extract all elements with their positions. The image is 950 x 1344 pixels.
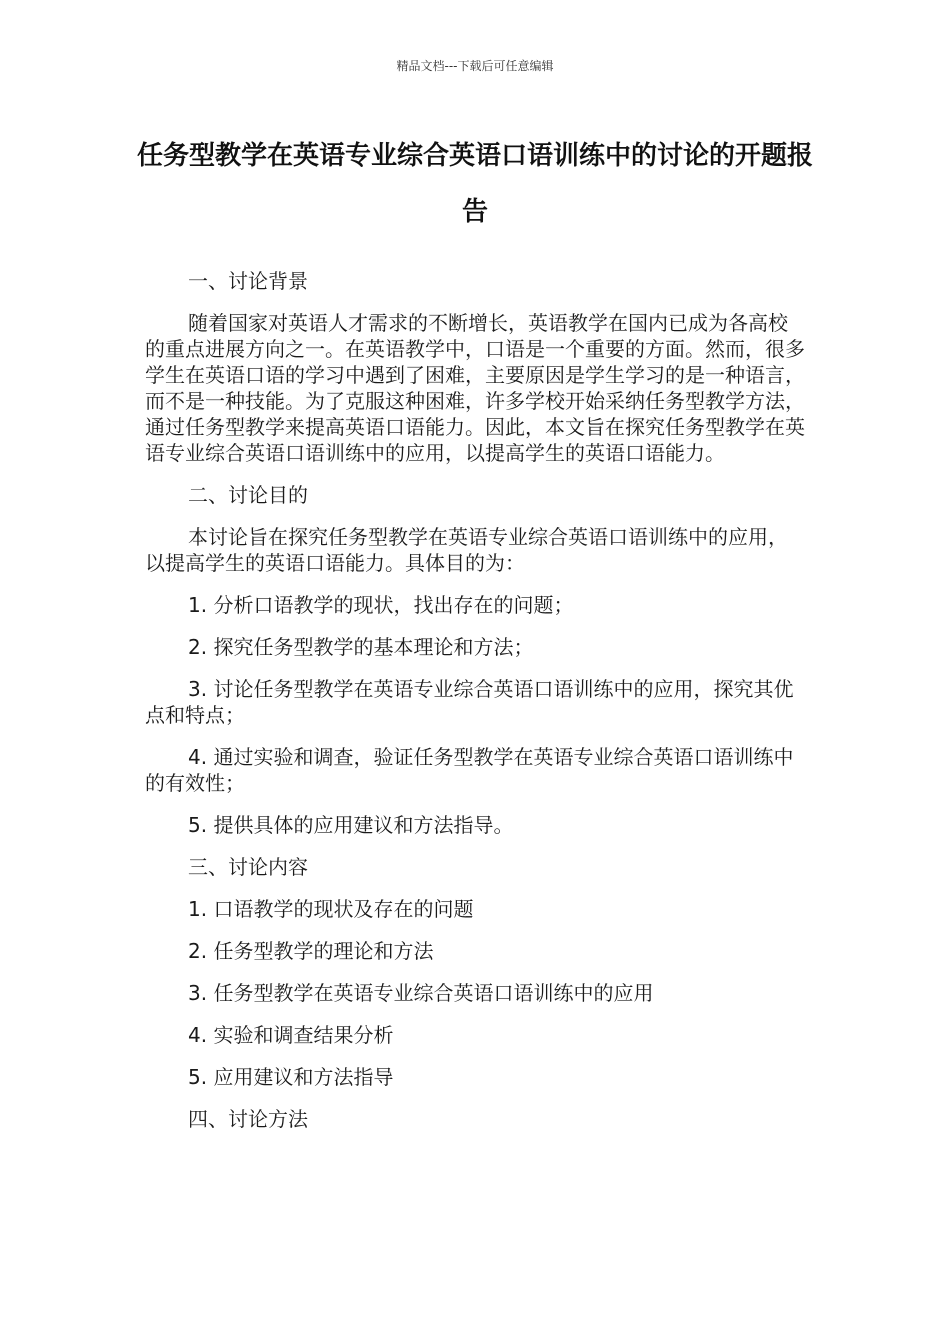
content-item: 1. 口语教学的现状及存在的问题: [188, 897, 474, 921]
section-heading-method: 四、讨论方法: [188, 1107, 308, 1131]
section-heading-purpose: 二、讨论目的: [188, 483, 308, 507]
purpose-item: 2. 探究任务型教学的基本理论和方法；: [188, 635, 534, 659]
header-note: 精品文档---下载后可任意编辑: [396, 59, 554, 73]
content-item: 2. 任务型教学的理论和方法: [188, 939, 434, 963]
background-paragraph: 随着国家对英语人才需求的不断增长，英语教学在国内已成为各高校的重点进展方向之一。在英语教学中，口语是一个重要的方面。然而，很多学生在英语口语的学习中遇到了困难，主要原因是学生学习的是一种语言，而不是一种技能。为了克服这种困难，许多学校开始采纳任务型教学方法，通过任务型教学来提高英语口语能力。因此，本文旨在探究任务型教学在英语专业综合英语口语训练中的应用，以提高学生的英语口语能力。: [145, 311, 805, 465]
content-item: 3. 任务型教学在英语专业综合英语口语训练中的应用: [188, 981, 654, 1005]
purpose-paragraph: 本讨论旨在探究任务型教学在英语专业综合英语口语训练中的应用，以提高学生的英语口语能力。具体目的为：: [145, 525, 788, 575]
content-item: 4. 实验和调查结果分析: [188, 1023, 394, 1047]
content-item: 5. 应用建议和方法指导: [188, 1065, 394, 1089]
purpose-item: 1. 分析口语教学的现状，找出存在的问题；: [188, 593, 574, 617]
section-heading-background: 一、讨论背景: [188, 269, 308, 293]
document-title: 任务型教学在英语专业综合英语口语训练中的讨论的开题报告: [136, 141, 813, 227]
section-heading-content: 三、讨论内容: [188, 855, 308, 879]
document-body: [145, 268, 805, 1148]
purpose-item: 5. 提供具体的应用建议和方法指导。: [188, 813, 514, 837]
purpose-item: 4. 通过实验和调查，验证任务型教学在英语专业综合英语口语训练中的有效性；: [145, 745, 794, 795]
purpose-item: 3. 讨论任务型教学在英语专业综合英语口语训练中的应用，探究其优点和特点；: [145, 677, 794, 727]
